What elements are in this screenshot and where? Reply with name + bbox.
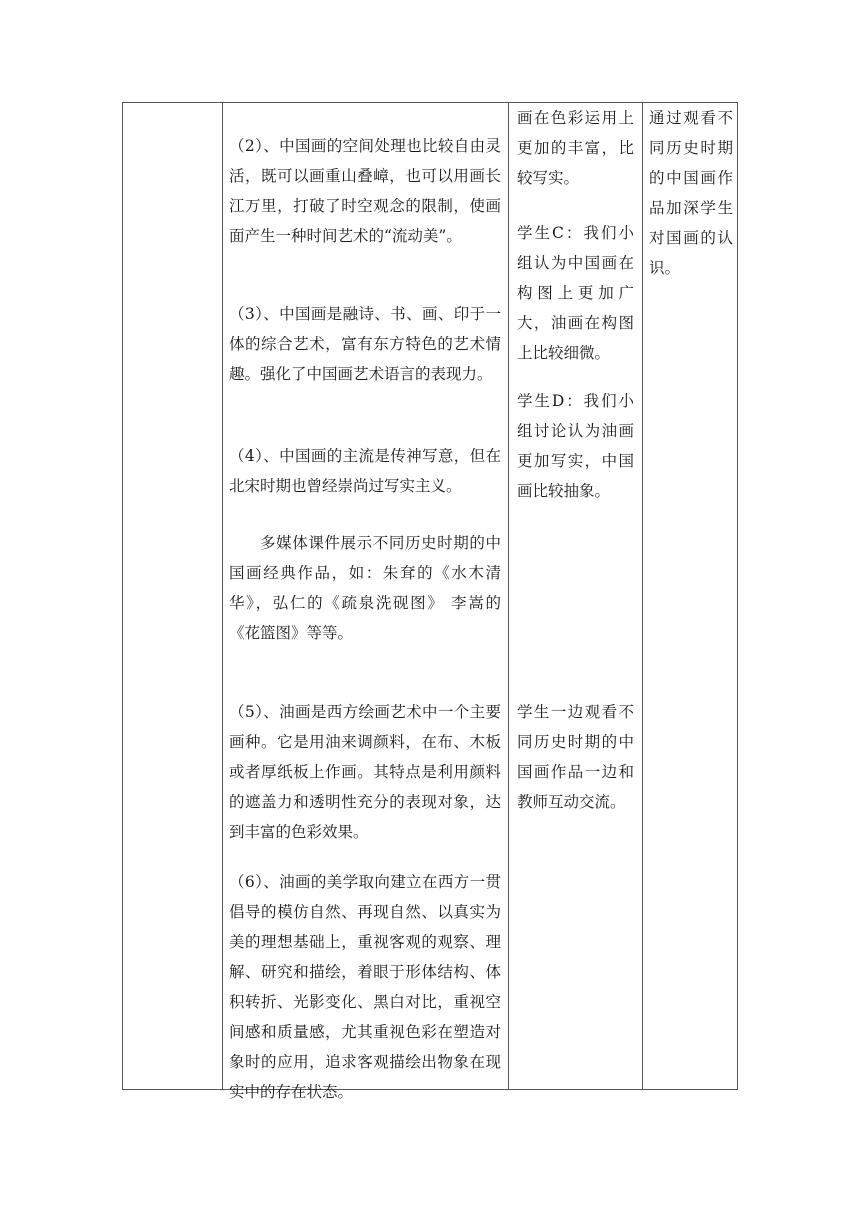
student-d-paragraph: 学生D：我们小组讨论认为油画更加写实，中国画比较抽象。: [517, 392, 634, 500]
lesson-plan-table: [122, 102, 738, 1101]
content-paragraph-6: （6）、油画的美学取向建立在西方一贯倡导的模仿自然、再现自然、以真实为美的理想基础上，重视客观的观察、理解、研究和描绘，着眼于形体结构、体积转折、光影变化、黑白对比，重视空间感和质量感，尤其重视色彩在塑造对象时的应用，追求客观描绘出物象在现实中的存在状态。: [229, 873, 501, 1101]
student-c-paragraph: 学生C：我们小组认为中国画在构图上更加广大，油画在构图上比较细微。: [517, 224, 634, 362]
content-paragraph-2: （2）、中国画的空间处理也比较自由灵活，既可以画重山叠嶂，也可以用画长江万里，打破了时空观念的限制，使画面产生一种时间艺术的“流动美”。: [229, 137, 501, 245]
design-purpose-column: [643, 103, 738, 1089]
teacher-activity-column: [223, 103, 509, 1101]
student-activity-column: [509, 103, 643, 1089]
student-interaction-paragraph: 学生一边观看不同历史时期的中国画作品一边和教师互动交流。: [517, 703, 634, 811]
multimedia-paragraph: 多媒体课件展示不同历史时期的中国画经典作品，如：朱耷的《水木清华》，弘仁的《疏泉洗砚图》 李嵩的《花篮图》等等。: [229, 534, 501, 642]
table-column-empty: [123, 103, 223, 1089]
student-paragraph-1: 画在色彩运用上更加的丰富，比较写实。: [517, 109, 634, 187]
content-paragraph-3: （3）、中国画是融诗、书、画、印于一体的综合艺术，富有东方特色的艺术情趣。强化了中国画艺术语言的表现力。: [229, 305, 501, 383]
purpose-paragraph: 通过观看不同历史时期的中国画作品加深学生对国画的认识。: [649, 109, 733, 277]
content-paragraph-5: （5）、油画是西方绘画艺术中一个主要画种。它是用油来调颜料，在布、木板或者厚纸板上作画。其特点是利用颜料的遮盖力和透明性充分的表现对象，达到丰富的色彩效果。: [229, 703, 501, 841]
content-paragraph-4: （4）、中国画的主流是传神写意，但在北宋时期也曾经崇尚过写实主义。: [229, 447, 501, 495]
